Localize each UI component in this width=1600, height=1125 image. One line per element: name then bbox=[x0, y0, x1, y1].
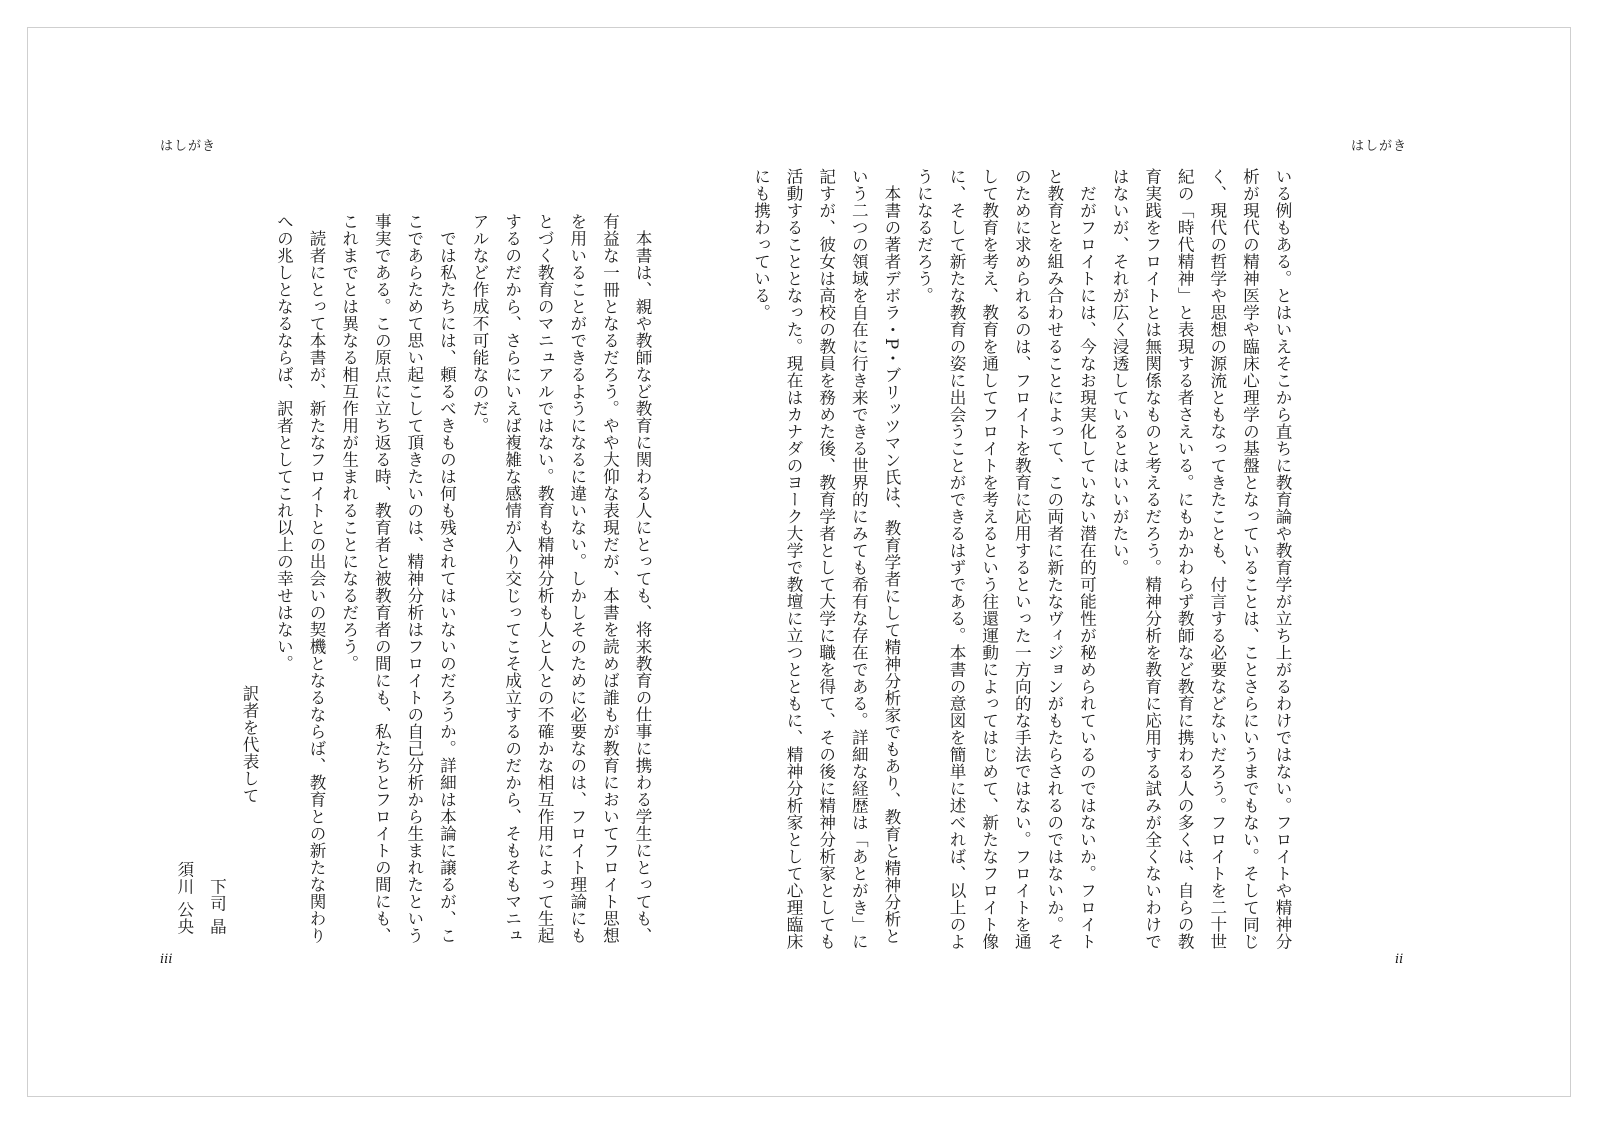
translator-signature bbox=[174, 685, 265, 935]
paragraph: いる例もある。とはいえそこから直ちに教育論や教育学が立ち上がるわけではない。フロイトや精神分析が現代の精神医学や臨床心理学の基盤となっていることは、ことさらにいうまでもない。そして同じく、現代の哲学や思想の源流ともなってきたことも、付言する必要などないだろう。フロイトを二十世紀の「時代精神」と表現する者さえいる。にもかかわらず教師など教育に携わる人の多くは、自らの教育実践をフロイトとは無関係なものと考えるだろう。精神分析を教育に応用する試みが全くないわけではないが、それが広く浸透しているとはいいがたい。 bbox=[1110, 168, 1292, 950]
left-page-body bbox=[274, 213, 658, 958]
signature-label: 訳者を代表して bbox=[240, 685, 259, 804]
translator-name-1: 下司 晶 bbox=[207, 878, 227, 935]
page-number-right: ii bbox=[1395, 952, 1404, 967]
right-page-body bbox=[751, 168, 1298, 958]
translator-name-2: 須川 公央 bbox=[174, 861, 194, 935]
running-head-left: はしがき bbox=[160, 139, 217, 154]
paragraph: 本書の著者デボラ・P・ブリッツマン氏は、教育学者にして精神分析家でもあり、教育と精神分析という二つの領域を自在に行き来できる世界的にみても希有な存在である。詳細な経歴は「あとがき」に記すが、彼女は高校の教員を務めた後、教育学者として大学に職を得て、その後に精神分析家としても活動することとなった。現在はカナダのヨーク大学で教壇に立つとともに、精神分析家として心理臨床にも携わっている。 bbox=[751, 168, 901, 950]
paragraph: では私たちには、頼るべきものは何も残されてはいないのだろうか。詳細は本論に譲るが、ここであらためて思い起こして頂きたいのは、精神分析はフロイトの自己分析から生まれたという事実である。この原点に立ち返る時、教育者と被教育者の間にも、私たちとフロイトの間にも、これまでとは異なる相互作用が生まれることになるだろう。 bbox=[339, 213, 457, 944]
paragraph: 読者にとって本書が、新たなフロイトとの出会いの契機となるならば、教育との新たな関わりへの兆しとなるならば、訳者としてこれ以上の幸せはない。 bbox=[274, 213, 327, 944]
paragraph: 本書は、親や教師など教育に関わる人にとっても、将来教育の仕事に携わる学生にとっても、有益な一冊となるだろう。やや大仰な表現だが、本書を読めば誰もが教育においてフロイト思想を用いることができるようになるに違いない。しかしそのために必要なのは、フロイト理論にもとづく教育のマニュアルではない。教育も精神分析も人と人との不確かな相互作用によって生起するのだから、さらにいえば複雑な感情が入り交じってこそ成立するのだから、そもそもマニュアルなど作成不可能なのだ。 bbox=[470, 213, 652, 944]
running-head-right: はしがき bbox=[1351, 139, 1408, 154]
page-number-left: iii bbox=[160, 952, 173, 967]
paragraph: だがフロイトには、今なお現実化していない潜在的可能性が秘められているのではないか。フロイトと教育とを組み合わせることによって、この両者に新たなヴィジョンがもたらされるのではないか。そのために求められるのは、フロイトを教育に応用するといった一方向的な手法ではない。フロイトを通して教育を考え、教育を通してフロイトを考えるという往還運動によってはじめて、新たなフロイト像に、そして新たな教育の姿に出会うことができるはずである。本書の意図を簡単に述べれば、以上のようになるだろう。 bbox=[914, 168, 1097, 950]
